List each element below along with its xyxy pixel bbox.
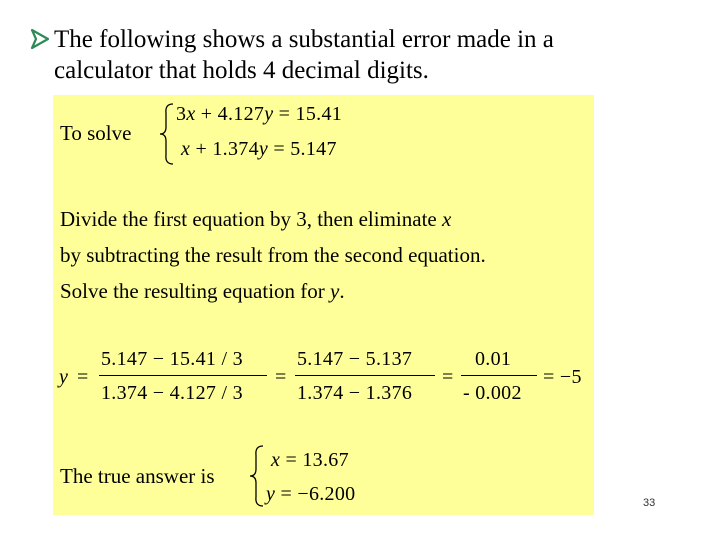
fraction-3-denominator: - 0.002: [463, 382, 522, 404]
fraction-3-bar: [461, 375, 537, 376]
eq1-coef-x: 3: [176, 103, 187, 125]
fraction-1-numerator: 5.147 − 15.41 / 3: [101, 348, 243, 370]
true-answer-y-value: = −6.200: [275, 483, 356, 505]
solution-result: = −5: [543, 366, 582, 388]
fraction-2-numerator: 5.147 − 5.137: [297, 348, 413, 370]
eq1-var-y: y: [264, 103, 274, 125]
to-solve-label: To solve: [60, 121, 132, 145]
instruction-line-3: [60, 279, 345, 304]
system-eq-2: [181, 138, 337, 161]
true-answer-x-var: x: [271, 449, 281, 471]
true-answer-x: [271, 449, 349, 472]
fraction-2-bar: [295, 375, 435, 376]
eq2-coef-y: + 1.374: [190, 138, 259, 160]
eq2-var-x: x: [181, 138, 191, 160]
instruction-line-3-text: Solve the resulting equation for: [60, 279, 331, 303]
fraction-1-denominator: 1.374 − 4.127 / 3: [101, 382, 243, 404]
arrow-bullet-icon: [30, 28, 50, 50]
solution-eq-3: =: [442, 366, 454, 388]
true-answer-y: [266, 483, 355, 506]
instruction-line-1: [60, 207, 451, 232]
answer-brace-icon: [249, 445, 265, 507]
bullet-line-1: The following shows a substantial error made in a: [54, 26, 554, 53]
eq2-rhs: = 5.147: [268, 138, 337, 160]
instruction-line-3-period: .: [339, 279, 345, 303]
system-brace-icon: [159, 103, 175, 165]
fraction-2-denominator: 1.374 − 1.376: [297, 382, 413, 404]
system-eq-1: [176, 103, 342, 126]
instruction-line-1-text: Divide the first equation by 3, then eliminate: [60, 207, 442, 231]
instruction-line-3-var: y: [330, 279, 340, 303]
bullet-text: [54, 24, 694, 86]
instruction-line-2: by subtracting the result from the second equation.: [60, 243, 486, 267]
solution-lhs-var: y: [59, 366, 69, 388]
bullet-line-2: calculator that holds 4 decimal digits.: [54, 57, 429, 84]
solution-eq-2: =: [275, 366, 287, 388]
example-panel: [53, 95, 594, 515]
eq1-coef-y: + 4.127: [195, 103, 265, 125]
instruction-line-1-var: x: [442, 207, 452, 231]
true-answer-y-var: y: [266, 483, 276, 505]
fraction-1-bar: [99, 375, 267, 376]
eq1-var-x: x: [186, 103, 196, 125]
solution-eq-1: =: [77, 366, 89, 388]
true-answer-label: The true answer is: [60, 464, 215, 488]
eq1-rhs: = 15.41: [273, 103, 343, 125]
eq2-var-y: y: [258, 138, 269, 160]
page-number: 33: [643, 497, 656, 509]
fraction-3-numerator: 0.01: [475, 348, 512, 370]
true-answer-x-value: = 13.67: [280, 449, 349, 471]
